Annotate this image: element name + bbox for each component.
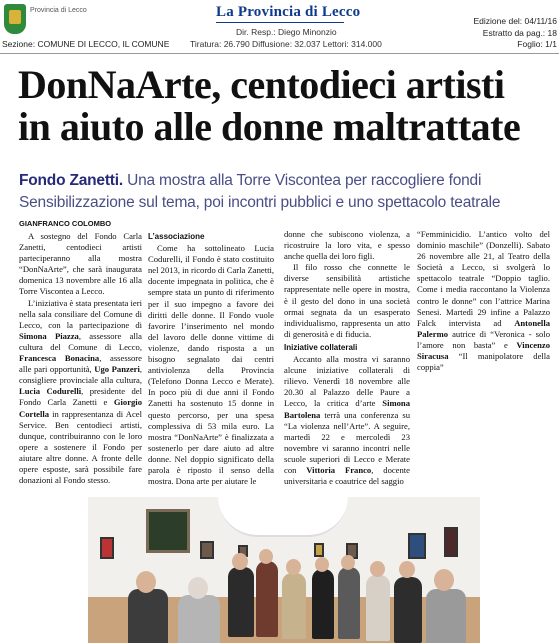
visitor <box>426 589 466 643</box>
headline-line-1: DonNaArte, centodieci artisti <box>18 62 505 107</box>
article-column-1 <box>19 231 142 486</box>
masthead-underline <box>216 22 344 23</box>
visitor <box>256 561 278 637</box>
visitor <box>338 567 360 639</box>
artwork-frame <box>314 543 324 557</box>
visitor <box>282 573 306 639</box>
visitor-head <box>232 553 248 570</box>
article-subheadline <box>19 170 549 214</box>
visitor-head <box>315 557 329 572</box>
visitor-head <box>286 559 301 575</box>
visitor-head <box>136 571 156 593</box>
section-heading: L’associazione <box>148 232 205 241</box>
sheet-number: Foglio: 1/1 <box>517 39 557 49</box>
visitor <box>394 577 422 643</box>
headline-line-2: in aiuto alle donne maltrattate <box>18 104 521 149</box>
photo-arch <box>218 497 348 537</box>
artwork-frame <box>408 533 426 559</box>
visitor <box>228 567 254 637</box>
paragraph: “Femminicidio. L’antico volto del dominio maschile” (Donzelli). Sabato 26 novembre alle 21, al Teatro della Società a Lecco, si svolgerà lo spettacolo teatrale “Doppio taglio. Come i media raccontano la Violenza contro le donne” con l’attrice Marina Senesi. Martedì 29 infine a Palazzo Falck intervista ad Antonella Palermo autrice di “Veronica - solo l’amore non basta” e Vincenzo Siracusa “Il manipolatore della coppia” <box>417 229 550 373</box>
visitor <box>366 575 390 641</box>
paragraph: A sostegno del Fondo Carla Zanetti, centodieci artisti parteciperanno alla mostra “DonNaArte”, che sarà inaugurata domenica 13 novembre alle 16 alla Torre Viscontea a Lecco. <box>19 231 142 297</box>
province-crest-icon <box>4 4 26 34</box>
exhibition-photo <box>88 497 480 643</box>
circulation-line: Tiratura: 26.790 Diffusione: 32.037 Lettori: 314.000 <box>190 39 382 49</box>
edition-meta <box>474 16 558 51</box>
paragraph: L’iniziativa è stata presentata ieri nella sala consiliare del Comune di Lecco, con la partecipazione di Simona Piazza, assessore alla cultura del Comune di Lecco, Francesca Bonacina, assessore alle pari opportunità, Ugo Panzeri, consigliere provinciale alla cultura, Lucia Codurelli, presidente del Fondo Carla Zanetti e Giorgio Cortella in rappresentanza di Acel Service. Ben centodieci artisti, dunque, contribuiranno con le loro opere a sostenere il Fondo per aiutare altre donne. A fronte delle opere esposte, sarà possibile fare donazioni al Fondo stesso. <box>19 297 142 486</box>
header-divider <box>0 53 559 54</box>
paragraph: donne che subiscono violenza, a ricostruire la loro vita, e spesso anche quella dei loro figli. <box>284 229 410 262</box>
visitor-head <box>188 577 208 599</box>
article-headline <box>18 64 548 148</box>
visitor-head <box>341 555 355 570</box>
visitor <box>128 589 168 643</box>
artwork-frame <box>444 527 458 557</box>
paragraph: Il filo rosso che connette le diverse sensibilità artistiche rappresentate nelle opere in mostra, è il gesto del dono in una società ormai segnata da un esasperato individualismo, rappresenta un atto di generosità e di fiducia. <box>284 262 410 339</box>
artwork-frame <box>200 541 214 559</box>
paragraph: Accanto alla mostra vi saranno alcune iniziative collaterali di rilievo. Venerdì 18 novembre alle 20.30 al Palazzo delle Paure a Lecco, la critica d’arte Simona Bartolena terrà una conferenza su “La violenza nell’Arte”. A seguire, martedì 22 e mercoledì 23 novembre vi saranno incontri nelle scuole superiori di Lecco e Merate con Vittoria Franco, docente universitaria e coautrice del saggio <box>284 354 410 487</box>
artwork-frame <box>100 537 114 559</box>
paragraph: Come ha sottolineato Lucia Codurelli, il Fondo è stato costituito nel 2013, in ricordo di Carla Zanetti, docente impegnata in politica, che è sempre stata un punto di riferimento per il suo impegno a favore dei diritti delle donne. Il Fondo vuole favorire l’inserimento nel mondo del lavoro delle donne vittime di violenze, dando risposta a un bisogno segnalato dai centri antiviolenza della Provincia (Telefono Donna Lecco e Merate). In poco più di due anni il Fondo Zanetti ha sostenuto 15 donne in questo percorso, per una spesa complessiva di 53 mila euro. La mostra “DonNaArte” è finalizzata a sostenerlo per dare aiuto ad altre donne. Nel doppio significato della parola è riposto il senso della mostra. Dona arte per aiutare le <box>148 243 275 487</box>
visitor-head <box>399 561 415 578</box>
article-column-2 <box>148 229 274 487</box>
article-column-4 <box>417 229 550 373</box>
visitor <box>178 595 220 643</box>
edition-date: Edizione del: 04/11/16 <box>473 16 557 26</box>
director-line: Dir. Resp.: Diego Minonzio <box>236 27 337 37</box>
visitor-head <box>370 561 385 577</box>
section-line: Sezione: COMUNE DI LECCO, IL COMUNE <box>2 39 170 49</box>
visitor <box>312 569 334 639</box>
page-header <box>0 0 559 58</box>
newspaper-masthead: La Provincia di Lecco <box>216 4 361 20</box>
page-extract: Estratto da pag.: 18 <box>482 27 557 38</box>
visitor-head <box>259 549 273 564</box>
kicker: Fondo Zanetti. <box>19 172 123 189</box>
byline: GIANFRANCO COLOMBO <box>19 219 112 228</box>
subhead-line-2: Sensibilizzazione sul tema, poi incontri pubblici e uno spettacolo teatrale <box>19 194 501 211</box>
article-column-3 <box>284 229 410 487</box>
subhead-line-1: Una mostra alla Torre Viscontea per raccogliere fondi <box>122 172 482 189</box>
province-label: Provincia di Lecco <box>30 7 87 14</box>
photo-window <box>146 509 190 553</box>
section-heading: Iniziative collaterali <box>284 342 358 352</box>
visitor-head <box>434 569 454 591</box>
